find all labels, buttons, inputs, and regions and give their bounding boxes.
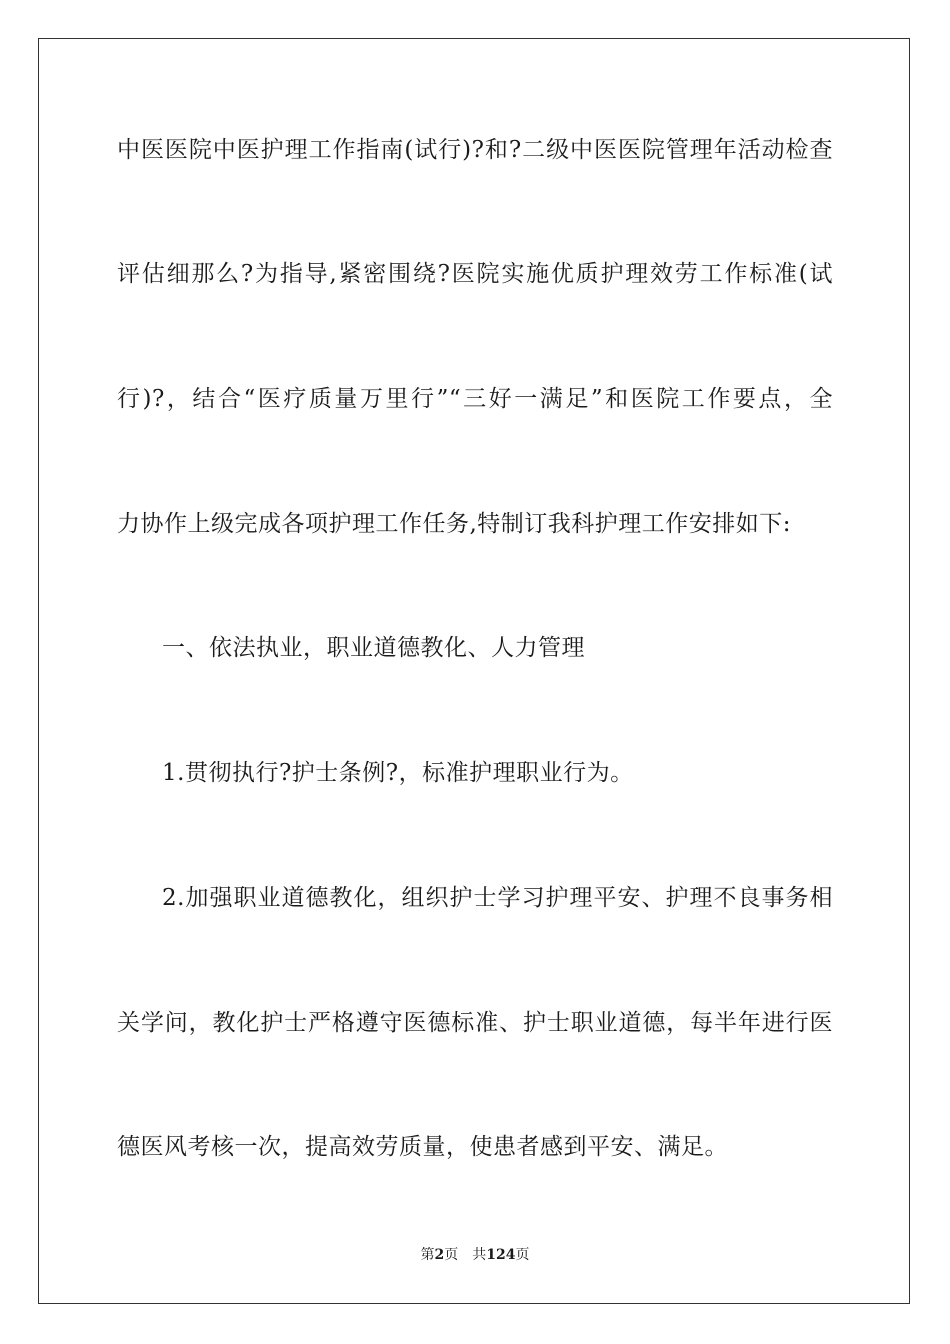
list-item-2-line-2: 关学问，教化护士严格遵守医德标准、护士职业道德，每半年进行医	[117, 1010, 833, 1036]
page-footer	[0, 1246, 950, 1264]
paragraph-line-4: 力协作上级完成各项护理工作任务,特制订我科护理工作安排如下:	[117, 511, 792, 537]
section-heading: 一、依法执业，职业道德教化、人力管理	[162, 635, 585, 661]
paragraph-line-1: 中医医院中医护理工作指南(试行)?和?二级中医医院管理年活动检查	[117, 137, 833, 163]
page-number: 2	[434, 1247, 445, 1263]
total-pages: 124	[486, 1247, 516, 1263]
paragraph-line-3: 行)?，结合“医疗质量万里行”“三好一满足”和医院工作要点，全	[117, 386, 833, 412]
list-item-1: 1.贯彻执行?护士条例?，标准护理职业行为。	[162, 760, 634, 786]
total-prefix: 共	[472, 1247, 487, 1263]
list-item-2-line-1: 2.加强职业道德教化，组织护士学习护理平安、护理不良事务相	[162, 885, 833, 911]
total-suffix: 页	[515, 1247, 530, 1263]
page-prefix: 第	[420, 1247, 435, 1263]
page-suffix: 页	[444, 1247, 459, 1263]
list-item-2-line-3: 德医风考核一次，提高效劳质量，使患者感到平安、满足。	[117, 1134, 728, 1160]
paragraph-line-2: 评估细那么?为指导,紧密围绕?医院实施优质护理效劳工作标准(试	[117, 261, 833, 287]
page-border	[38, 38, 910, 1304]
